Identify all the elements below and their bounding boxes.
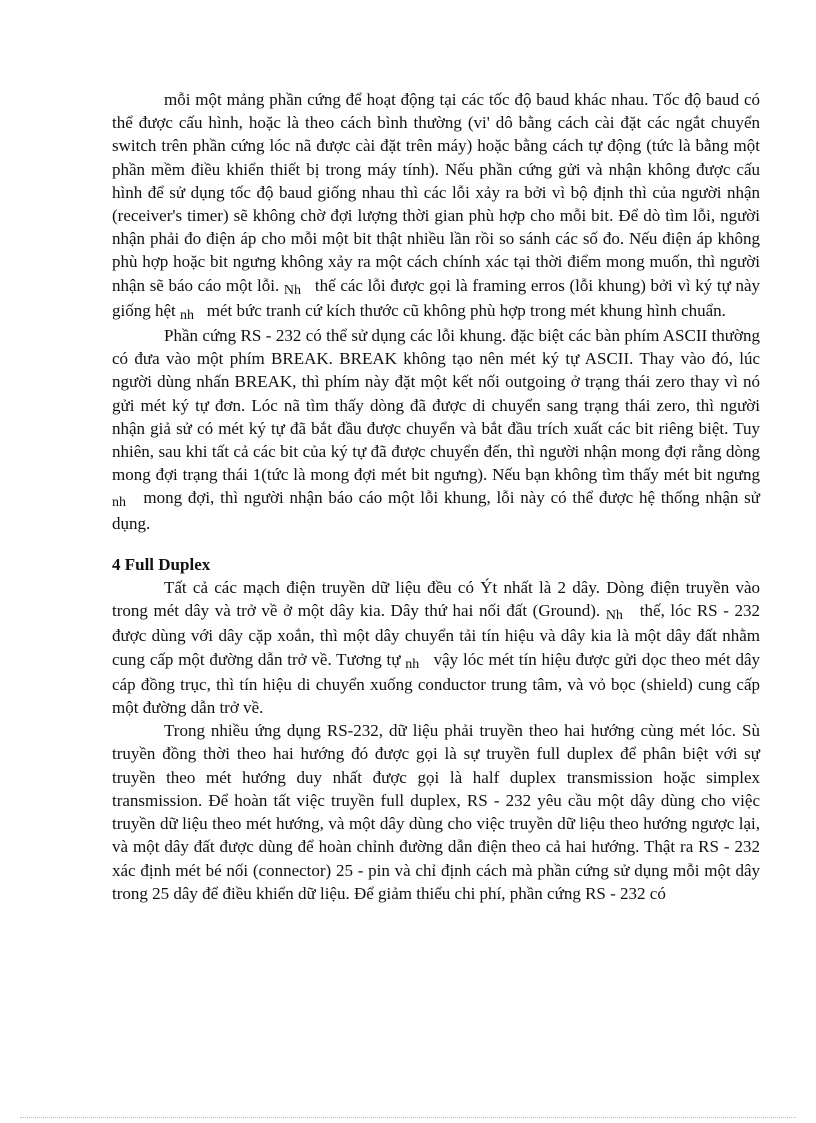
inline-fragment: Nh — [605, 608, 623, 624]
paragraph-wires — [112, 576, 760, 719]
paragraph-text: Trong nhiều ứng dụng RS-232, dữ liệu phải truyền theo hai hướng cùng mét lóc. Sù truyền đồng thời theo hai hướng đó được gọi là sự truyền full duplex để phân biệt với sự truyền theo mét hướng duy nhất được gọi là half duplex transmission hoặc simplex transmission. Để hoàn tất việc truyền full duplex, RS - 232 yêu cầu một dây dùng cho việc truyền dữ liệu theo mét hướng, và một dây dùng cho việc truyền dữ liệu theo hướng ngược lại, và một dây đất được dùng để hoàn chỉnh đường dẫn điện theo cả hai hướng. Thật ra RS - 232 xác định mét bé nối (connector) 25 - pin và chỉ định cách mà phần cứng sử dụng mỗi một dây trong 25 dây để điều khiển dữ liệu. Để giảm thiểu chi phí, phần cứng RS - 232 có — [112, 721, 760, 903]
paragraph-text: vậy lóc mét tín hiệu được gửi dọc theo mét dây cáp đồng trục, thì tín hiệu di chuyển xuống conductor trung tâm, và vỏ bọc (shield) cung cấp một đường dẫn trở về. — [112, 649, 761, 718]
document-page — [112, 88, 760, 905]
paragraph-text: mỗi một mảng phần cứng để hoạt động tại các tốc độ baud khác nhau. Tốc độ baud có thể được cấu hình, hoặc là theo cách bình thường (vi' dô bằng cách cài đặt các ngắt chuyển switch trên phần cứng lóc nã được cài đặt trên máy) hoặc bằng cách tự động (tức là bằng một phần mềm điều khiển thiết bị trong máy tính). Nếu phần cứng gửi và nhận không được cấu hình để sử dụng tốc độ baud giống nhau thì các lỗi xảy ra bởi vì bộ định thì của người nhận (receiver's timer) sẽ không chờ đợi lượng thời gian phù hợp cho mỗi bit. Để dò tìm lỗi, người nhận phải đo điện áp cho mỗi một bit thật nhiều lần rồi so sánh các số đo. Nếu điện áp không phù hợp hoặc bit ngưng không xảy ra một cách chính xác tại thời điểm mong muốn, thì người nhận sẽ báo cáo một lỗi. — [112, 90, 760, 295]
inline-fragment: nh — [180, 307, 194, 323]
section-heading: 4 Full Duplex — [112, 554, 211, 574]
paragraph-full-duplex — [112, 719, 760, 905]
paragraph-text: Phần cứng RS - 232 có thể sử dụng các lỗi khung. đặc biệt các bàn phím ASCII thường có đưa vào một phím BREAK. BREAK không tạo nên mét ký tự ASCII. Thay vào đó, lúc người dùng nhấn BREAK, thì phím này đặt một kết nối outgoing ở trạng thái zero thay vì nó gửi mét ký tự đơn. Lóc nã tìm thấy dòng đã được di chuyển sang trạng thái zero, thì người nhận giả sử có mét ký tự đã bắt đầu được chuyển và bắt đầu trích xuất các bit riêng biệt. Tuy nhiên, sau khi tất cả các bit của ký tự đã được chuyển đến, thì người nhận mong đợi rằng dòng mong đợi trạng thái 1(tức là mong đợi mét bit ngưng). Nếu bạn không tìm thấy mét bit ngưng — [112, 326, 760, 485]
paragraph-text: mét bức tranh cứ kích thước cũ không phù hợp trong mét khung hình chuẩn. — [206, 300, 726, 320]
page-footer-divider — [20, 1117, 796, 1118]
paragraph-text: thế, lóc RS - 232 được dùng với dây cặp xoắn, thì một dây chuyển tải tín hiệu và dây kia là một dây đất nhằm cung cấp một đường dẫn trở về. Tương tự — [112, 601, 761, 669]
inline-fragment: Nh — [283, 282, 301, 298]
paragraph-text: thế các lỗi được gọi là framing erros (lỗi khung) bởi vì ký tự này giống hệt — [112, 275, 761, 320]
paragraph-break-key — [112, 324, 760, 535]
paragraph-text: mong đợi, thì người nhận báo cáo một lỗi khung, lỗi này có thể được hệ thống nhận sử dụng. — [112, 488, 760, 533]
paragraph-baud-rate — [112, 88, 760, 324]
inline-fragment: nh — [112, 495, 126, 511]
inline-fragment: nh — [405, 656, 420, 672]
paragraph-text: Tất cả các mạch điện truyền dữ liệu đều có Ýt nhất là 2 dây. Dòng điện truyền vào trong mét dây và trở về ở một dây kia. Dây thứ hai nối đất (Ground). — [112, 578, 760, 621]
